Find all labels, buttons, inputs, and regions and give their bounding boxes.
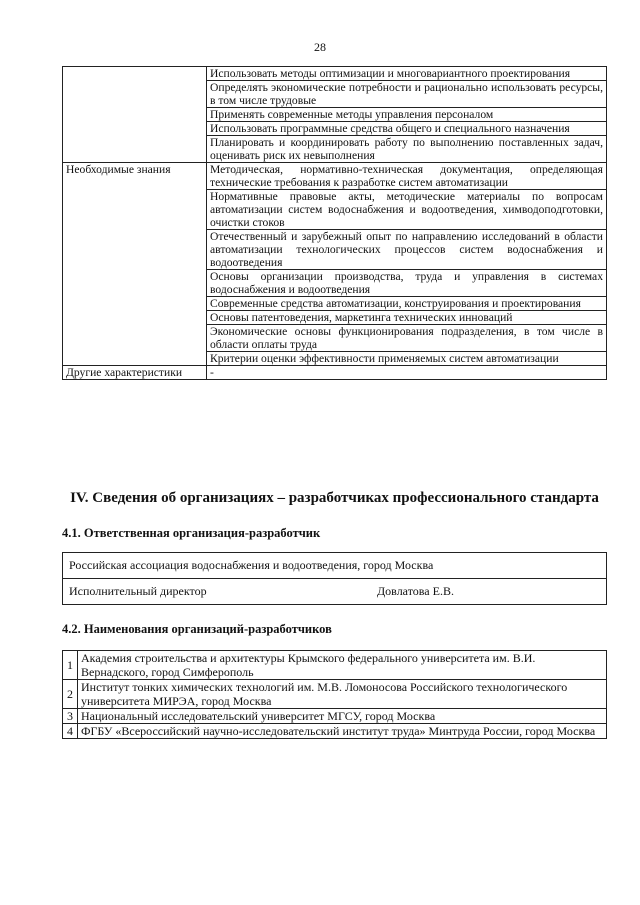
responsible-person: Довлатова Е.В. (371, 579, 607, 605)
responsible-org-name: Российская ассоциация водоснабжения и водоотведения, город Москва (63, 553, 607, 579)
row-number: 2 (63, 680, 78, 709)
skill-item: Использовать методы оптимизации и многовариантного проектирования (207, 67, 607, 81)
knowledge-item: Нормативные правовые акты, методические материалы по вопросам автоматизации систем водоснабжения и водоотведения, химводоподготовки, очистки стоков (207, 190, 607, 230)
developer-org-name: Национальный исследовательский университет МГСУ, город Москва (78, 709, 607, 724)
section-title: IV. Сведения об организациях – разработчиках профессионального стандарта (70, 490, 599, 506)
table-row (63, 553, 607, 579)
skill-item: Применять современные методы управления персоналом (207, 108, 607, 122)
other-characteristics-value: - (207, 366, 607, 380)
table-row (63, 680, 607, 709)
developer-org-name: Институт тонких химических технологий им. М.В. Ломоносова Российского технологического университета МИРЭА, город Москва (78, 680, 607, 709)
knowledge-item: Основы патентоведения, маркетинга технических инноваций (207, 311, 607, 325)
skill-item: Определять экономические потребности и рационально использовать ресурсы, в том числе трудовые (207, 81, 607, 108)
other-characteristics-label: Другие характеристики (63, 366, 207, 380)
knowledge-item: Экономические основы функционирования подразделения, в том числе в области оплаты труда (207, 325, 607, 352)
page-number: 28 (314, 40, 326, 54)
knowledge-item: Методическая, нормативно-техническая документация, определяющая технические требования к разработке систем автоматизации (207, 163, 607, 190)
table-row (63, 709, 607, 724)
table-row (63, 67, 607, 81)
table-row (63, 163, 607, 190)
responsible-org-table (62, 552, 607, 605)
responsible-position: Исполнительный директор (63, 579, 372, 605)
row-number: 4 (63, 724, 78, 739)
responsible-org-title: 4.1. Ответственная организация-разработчик (62, 526, 321, 540)
table-row (63, 366, 607, 380)
developer-orgs-title: 4.2. Наименования организаций-разработчиков (62, 622, 332, 636)
table-row (63, 651, 607, 680)
skill-item: Планировать и координировать работу по выполнению поставленных задач, оценивать риск их невыполнения (207, 136, 607, 163)
table-row (63, 724, 607, 739)
developer-org-name: Академия строительства и архитектуры Крымского федерального университета им. В.И. Вернадского, город Симферополь (78, 651, 607, 680)
knowledge-label: Необходимые знания (63, 163, 207, 366)
skills-label-cell (63, 67, 207, 163)
knowledge-item: Критерии оценки эффективности применяемых систем автоматизации (207, 352, 607, 366)
skill-item: Использовать программные средства общего и специального назначения (207, 122, 607, 136)
skills-knowledge-table (62, 66, 607, 380)
row-number: 3 (63, 709, 78, 724)
developer-org-name: ФГБУ «Всероссийский научно-исследовательский институт труда» Минтруда России, город Москва (78, 724, 607, 739)
knowledge-item: Основы организации производства, труда и управления в системах водоснабжения и водоотведения (207, 270, 607, 297)
row-number: 1 (63, 651, 78, 680)
knowledge-item: Современные средства автоматизации, конструирования и проектирования (207, 297, 607, 311)
table-row (63, 579, 607, 605)
developer-orgs-table (62, 650, 607, 739)
knowledge-item: Отечественный и зарубежный опыт по направлению исследований в области автоматизации технологических процессов систем водоснабжения и водоотведения (207, 230, 607, 270)
